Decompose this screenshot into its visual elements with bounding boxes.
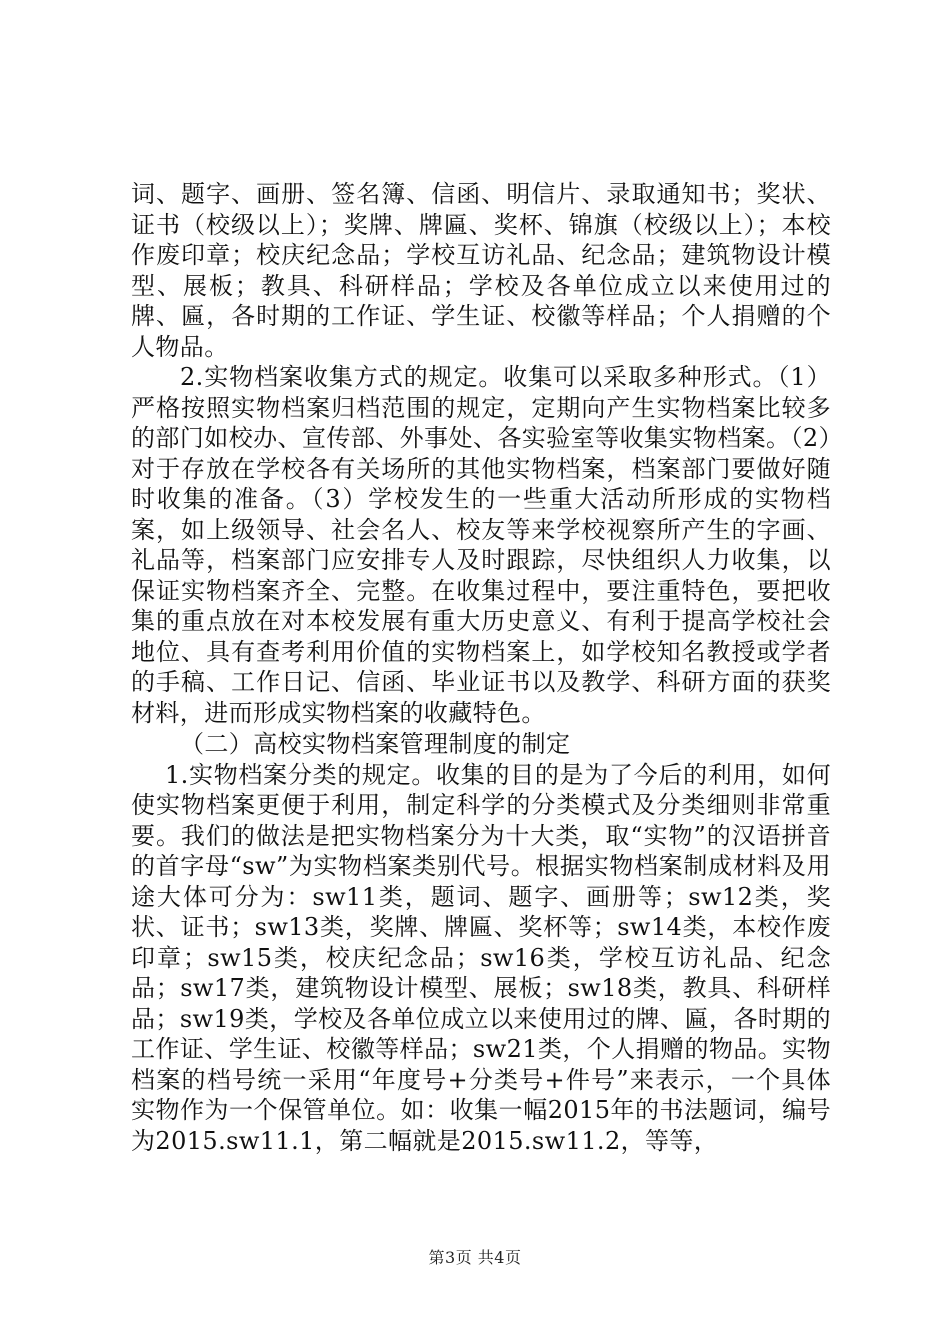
paragraph-classification-rules: 1.实物档案分类的规定。收集的目的是为了今后的利用，如何使实物档案更便于利用，制定科学的分类模式及分类细则非常重要。我们的做法是把实物档案分为十大类，取“实物”的汉语拼音的首字母“sw”为实物档案类别代号。根据实物档案制成材料及用途大体可分为：sw11类，题词、题字、画册等；sw12类，奖状、证书；sw13类，奖牌、牌匾、奖杯等；sw14类，本校作废印章；sw15类，校庆纪念品；sw16类，学校互访礼品、纪念品；sw17类，建筑物设计模型、展板；sw18类，教具、科研样品；sw19类，学校及各单位成立以来使用过的牌、匾，各时期的工作证、学生证、校徽等样品；sw21类，个人捐赠的物品。实物档案的档号统一采用“年度号+分类号+件号”来表示，一个具体实物作为一个保管单位。如：收集一幅2015年的书法题词，编号为2015.sw11.1，第二幅就是2015.sw11.2，等等， bbox=[131, 760, 831, 1155]
body-section-1 bbox=[131, 179, 831, 728]
paragraph-collection-scope: 词、题字、画册、签名簿、信函、明信片、录取通知书；奖状、证书（校级以上）；奖牌、牌匾、奖杯、锦旗（校级以上）；本校作废印章；校庆纪念品；学校互访礼品、纪念品；建筑物设计模型、展板；教具、科研样品；学校及各单位成立以来使用过的牌、匾，各时期的工作证、学生证、校徽等样品；个人捐赠的个人物品。 bbox=[131, 180, 831, 361]
paragraph-collection-methods: 2.实物档案收集方式的规定。收集可以采取多种形式。（1）严格按照实物档案归档范围的规定，定期向产生实物档案比较多的部门如校办、宣传部、外事处、各实验室等收集实物档案。（2）对于存放在学校各有关场所的其他实物档案，档案部门要做好随时收集的准备。（3）学校发生的一些重大活动所形成的实物档案，如上级领导、社会名人、校友等来学校视察所产生的字画、礼品等，档案部门应安排专人及时跟踪，尽快组织人力收集，以保证实物档案齐全、完整。在收集过程中，要注重特色，要把收集的重点放在对本校发展有重大历史意义、有利于提高学校社会地位、具有查考利用价值的实物档案上，如学校知名教授或学者的手稿、工作日记、信函、毕业证书以及教学、科研方面的获奖材料，进而形成实物档案的收藏特色。 bbox=[131, 363, 831, 727]
body-section-2 bbox=[131, 729, 831, 1156]
section-heading: （二）高校实物档案管理制度的制定 bbox=[180, 730, 571, 758]
page-footer: 第3页 共4页 bbox=[428, 1248, 522, 1267]
